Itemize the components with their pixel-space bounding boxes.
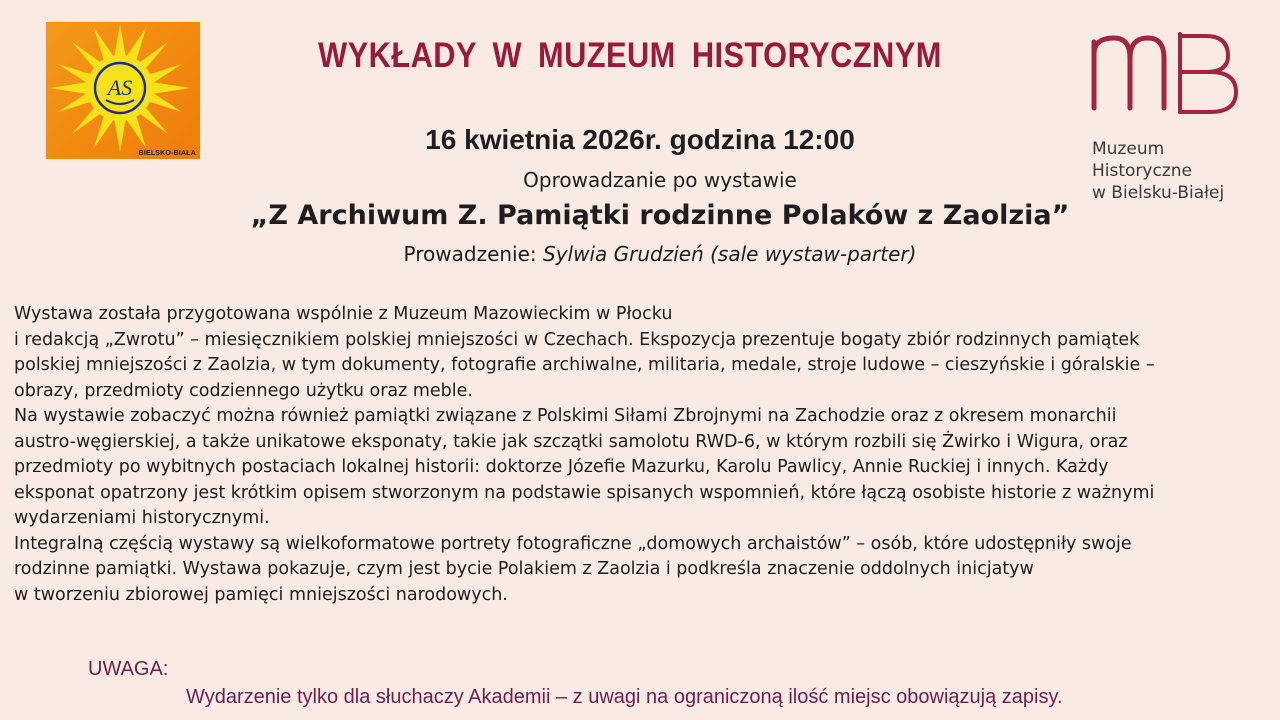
sun-icon [46,22,200,159]
museum-name-line: w Bielsku-Białej [1092,183,1225,203]
description-line: polskiej mniejszości z Zaolzia, w tym dokumenty, fotografie archiwalne, militaria, medale, stroje ludowe – cieszyńskie i góralskie – [14,355,1155,375]
logo-caption: BIELSKO-BIAŁA [138,150,196,157]
page-title: WYKŁADY W MUZEUM HISTORYCZNYM [318,36,942,75]
lead-label: Prowadzenie: [403,242,544,266]
description-line: i redakcją „Zwrotu” – miesięcznikiem polskiej mniejszości w Czechach. Ekspozycja prezentuje bogaty zbiór rodzinnych pamiątek [14,329,1140,350]
description-text [14,302,1276,608]
exhibition-title: „Z Archiwum Z. Pamiątki rodzinne Polaków z Zaolzia” [250,200,1070,231]
description-line: w tworzeniu zbiorowej pamięci mniejszości narodowych. [14,584,508,605]
museum-name-line: Muzeum [1092,139,1165,159]
description-line: Integralną częścią wystawy są wielkoformatowe portrety fotograficzne „domowych archaistów” – osób, które udostępniły swoje [14,533,1132,554]
event-subheading: Oprowadzanie po wystawie [523,168,797,192]
event-lead [200,242,1120,266]
lead-name: Sylwia Grudzień (sale wystaw-parter) [543,242,917,266]
description-line: obrazy, przedmioty codziennego użytku oraz meble. [14,380,473,401]
description-line: eksponat opatrzony jest krótkim opisem stworzonym na podstawie spisanych wspomnień, które łączą osobiste historie z ważnymi [14,482,1155,503]
description-line: przedmioty po wybitnych postaciach lokalnej historii: doktorze Józefie Mazurku, Karolu Pawlicy, Annie Ruckiej i innych. Każdy [14,457,1109,477]
logo-initials: AS [107,75,133,100]
museum-name-line: Historyczne [1092,161,1192,181]
museum-monogram-icon [1088,28,1248,128]
academy-logo [46,22,200,159]
notice-label: UWAGA: [88,658,169,680]
description-line: wydarzeniami historycznymi. [14,508,270,528]
notice-text: Wydarzenie tylko dla słuchaczy Akademii – z uwagi na ograniczoną ilość miejsc obowiązują zapisy. [186,686,1063,708]
description-line: Wystawa została przygotowana wspólnie z Muzeum Mazowieckim w Płocku [14,304,673,324]
description-line: rodzinne pamiątki. Wystawa pokazuje, czym jest bycie Polakiem z Zaolzia i podkreśla znaczenie oddolnych inicjatyw [14,559,1034,579]
event-date: 16 kwietnia 2026r. godzina 12:00 [425,124,855,155]
description-line: Na wystawie zobaczyć można również pamiątki związane z Polskimi Siłami Zbrojnymi na Zachodzie oraz z okresem monarchii [14,406,1117,426]
description-line: austro-węgierskiej, a także unikatowe eksponaty, takie jak szczątki samolotu RWD-6, w którym rozbili się Żwirko i Wigura, oraz [14,431,1128,452]
